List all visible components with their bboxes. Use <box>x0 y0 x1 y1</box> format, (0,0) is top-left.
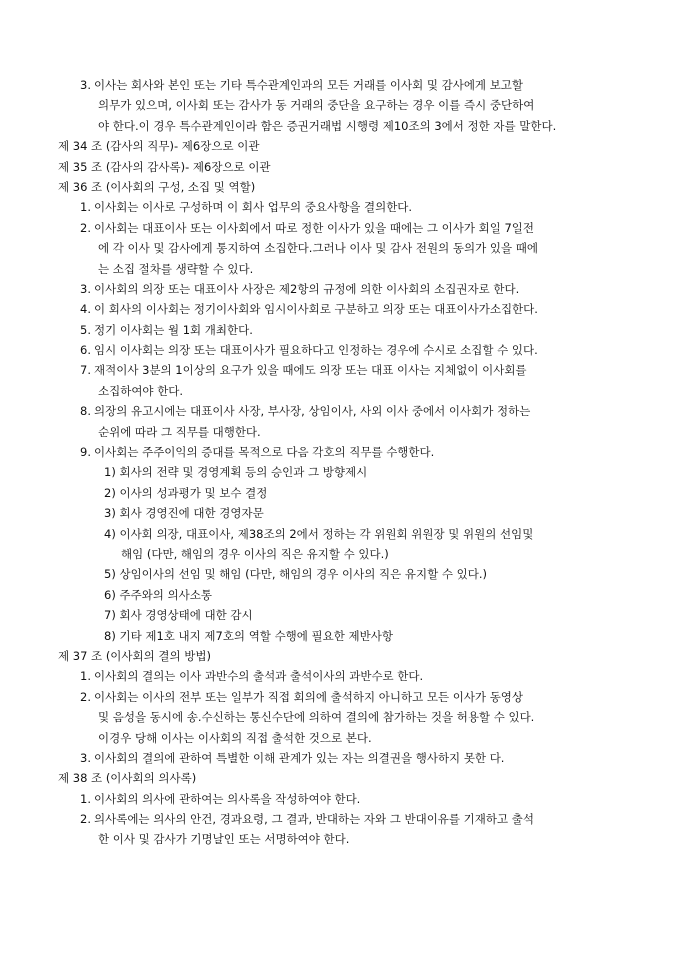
clause-number: 1. <box>80 791 91 806</box>
sub-item: 6) 주주와의 의사소통 <box>104 587 212 602</box>
article-heading: 제 37 조 (이사회의 결의 방법) <box>58 648 211 663</box>
clause-number: 2. <box>80 220 91 235</box>
clause-text: 정기 이사회는 월 1회 개최한다. <box>94 322 253 337</box>
sub-item: 2) 이사의 성과평가 및 보수 결정 <box>104 485 268 500</box>
clause-number: 8. <box>80 404 91 419</box>
sub-item: 7) 회사 경영상태에 대한 감시 <box>104 608 253 623</box>
numbered-clause <box>0 748 680 768</box>
numbered-clause <box>0 442 680 462</box>
clause-text: 이사회의 의사에 관하여는 의사록을 작성하여야 한다. <box>94 791 361 806</box>
sub-item: 5) 상임이사의 선임 및 해임 (다만, 해임의 경우 이사의 직은 유지할 수 있다.) <box>104 567 488 582</box>
clause-number: 3. <box>80 750 91 765</box>
clause-number: 1. <box>80 669 91 684</box>
clause-number: 5. <box>80 322 91 337</box>
clause-continuation: 의무가 있으며, 이사회 또는 감사가 동 거래의 중단을 요구하는 경우 이를 즉시 중단하여 <box>98 98 535 113</box>
clause-text: 의사록에는 의사의 안건, 경과요령, 그 결과, 반대하는 자와 그 반대이유를 기재하고 출석 <box>94 812 534 827</box>
clause-text: 이 회사의 이사회는 정기이사회와 임시이사회로 구분하고 의장 또는 대표이사가소집한다. <box>94 302 538 317</box>
numbered-clause <box>0 789 680 809</box>
clause-continuation: 이경우 당해 이사는 이사회의 직접 출석한 것으로 본다. <box>98 730 372 745</box>
clause-number: 9. <box>80 445 91 460</box>
clause-number: 6. <box>80 343 91 358</box>
numbered-clause <box>0 340 680 360</box>
document-body <box>0 75 680 850</box>
sub-item: 4) 이사회 의장, 대표이사, 제38조의 2에서 정하는 각 위원회 위원장 및 위원의 선임및 <box>104 526 534 541</box>
clause-text: 이사회는 대표이사 또는 이사회에서 따로 정한 이사가 있을 때에는 그 이사가 회일 7일전 <box>94 220 534 235</box>
numbered-clause <box>0 197 680 217</box>
clause-continuation: 는 소집 절차를 생략할 수 있다. <box>98 261 254 276</box>
clause-text: 이사회의 결의는 이사 과반수의 출석과 출석이사의 과반수로 한다. <box>94 669 424 684</box>
article-heading: 제 34 조 (감사의 직무)- 제6장으로 이관 <box>58 139 260 154</box>
clause-continuation: 에 각 이사 및 감사에게 통지하여 소집한다.그러나 이사 및 감사 전원의 동의가 있을 때에 <box>98 241 538 256</box>
clause-text: 임시 이사회는 의장 또는 대표이사가 필요하다고 인정하는 경우에 수시로 소집할 수 있다. <box>94 343 538 358</box>
numbered-clause <box>0 360 680 380</box>
clause-text: 이사회는 주주이익의 증대를 목적으로 다음 각호의 직무를 수행한다. <box>94 445 435 460</box>
clause-number: 1. <box>80 200 91 215</box>
clause-number: 3. <box>80 78 91 92</box>
numbered-clause <box>0 666 680 686</box>
numbered-clause <box>0 401 680 421</box>
clause-number: 2. <box>80 689 91 704</box>
numbered-clause <box>0 75 680 95</box>
numbered-clause <box>0 299 680 319</box>
clause-text: 의장의 유고시에는 대표이사 사장, 부사장, 상임이사, 사외 이사 중에서 이사회가 정하는 <box>94 404 531 419</box>
numbered-clause <box>0 809 680 829</box>
sub-item-continuation: 해임 (다만, 해임의 경우 이사의 직은 유지할 수 있다.) <box>121 546 389 561</box>
clause-text: 이사회는 이사로 구성하며 이 회사 업무의 중요사항을 결의한다. <box>94 200 413 215</box>
clause-number: 3. <box>80 281 91 296</box>
article-heading: 제 36 조 (이사회의 구성, 소집 및 역할) <box>58 179 256 194</box>
clause-number: 2. <box>80 812 91 827</box>
clause-text: 이사는 회사와 본인 또는 기타 특수관계인과의 모든 거래를 이사회 및 감사에게 보고할 <box>94 78 524 92</box>
clause-text: 이사회는 이사의 전부 또는 일부가 직접 회의에 출석하지 아니하고 모든 이사가 동영상 <box>94 689 524 704</box>
clause-continuation: 순위에 따라 그 직무를 대행한다. <box>98 424 261 439</box>
clause-continuation: 소집하여야 한다. <box>98 383 184 398</box>
sub-item: 8) 기타 제1호 내지 제7호의 역할 수행에 필요한 제반사항 <box>104 628 393 643</box>
clause-text: 이사회의 의장 또는 대표이사 사장은 제2항의 규정에 의한 이사회의 소집권자로 한다. <box>94 281 520 296</box>
clause-text: 재적이사 3분의 1이상의 요구가 있을 때에도 의장 또는 대표 이사는 지체없이 이사회를 <box>94 363 527 378</box>
sub-item: 1) 회사의 전략 및 경영계획 등의 승인과 그 방향제시 <box>104 465 368 480</box>
clause-continuation: 및 음성을 동시에 송.수신하는 통신수단에 의하여 결의에 참가하는 것을 허용할 수 있다. <box>98 710 535 725</box>
sub-item: 3) 회사 경영진에 대한 경영자문 <box>104 506 264 521</box>
clause-number: 7. <box>80 363 91 378</box>
article-heading: 제 35 조 (감사의 감사록)- 제6장으로 이관 <box>58 159 271 174</box>
clause-continuation: 한 이사 및 감사가 기명날인 또는 서명하여야 한다. <box>98 832 350 847</box>
numbered-clause <box>0 279 680 299</box>
numbered-clause <box>0 320 680 340</box>
clause-text: 이사회의 결의에 관하여 특별한 이해 관계가 있는 자는 의결권을 행사하지 못한 다. <box>94 750 505 765</box>
clause-continuation: 야 한다.이 경우 특수관계인이라 함은 증권거래법 시행령 제10조의 3에서 정한 자를 말한다. <box>98 118 557 133</box>
numbered-clause <box>0 218 680 238</box>
numbered-clause <box>0 687 680 707</box>
article-heading: 제 38 조 (이사회의 의사록) <box>58 771 197 786</box>
clause-number: 4. <box>80 302 91 317</box>
